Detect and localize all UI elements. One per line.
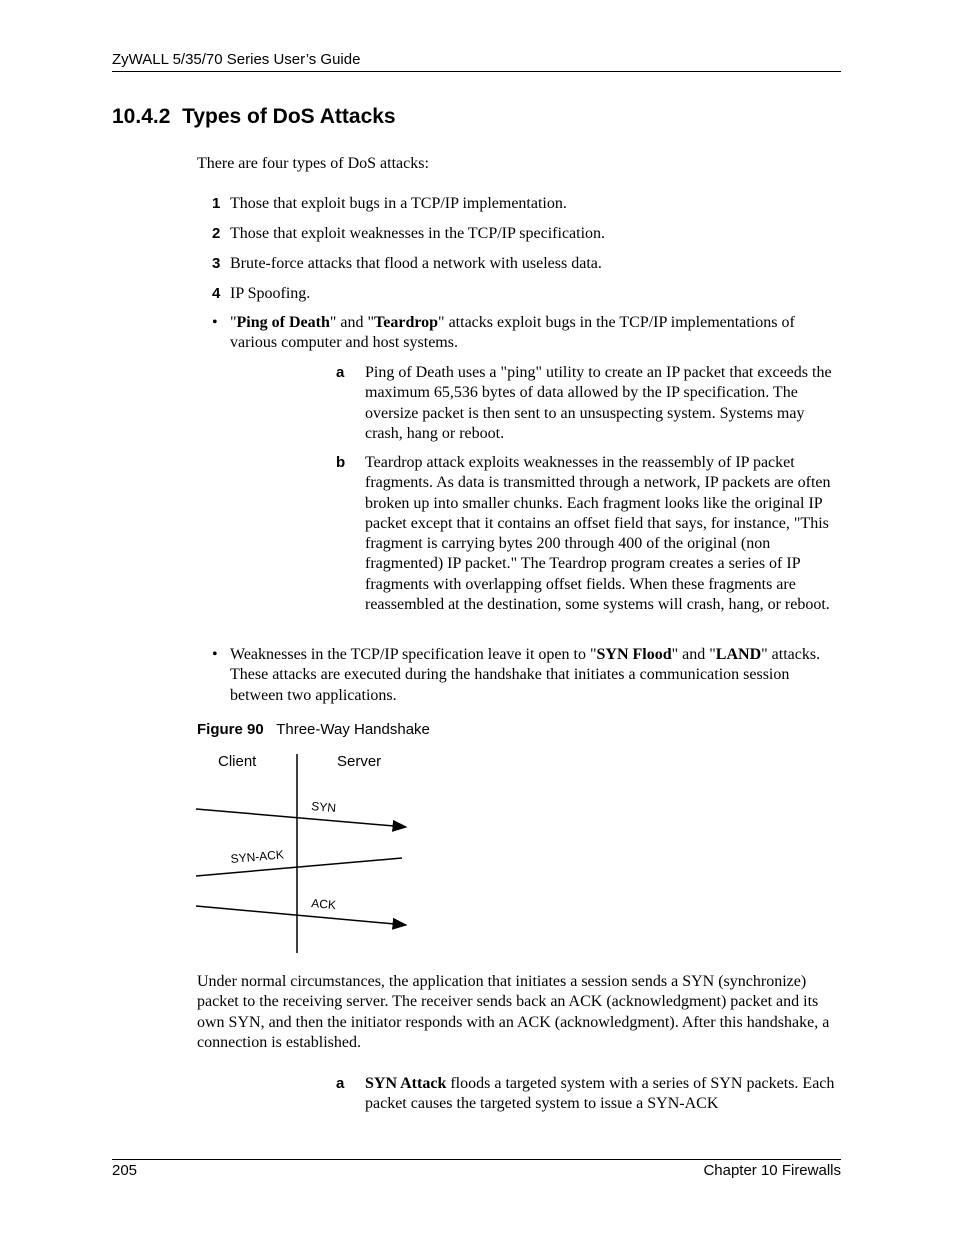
bullet-text: [230, 645, 840, 706]
server-label: Server: [337, 753, 382, 770]
bold-ping-of-death: Ping of Death: [236, 314, 330, 331]
footer-rule: [112, 1159, 841, 1160]
bullet-marker: •: [212, 314, 218, 331]
handshake-paragraph: Under normal circumstances, the application that initiates a session sends a SYN (synchronize) packet to the receiving server. The receiver sends back an ACK (acknowledgment) packet and its own SYN, and then the initiator responds with an ACK (acknowledgment). After this handshake, a connection is established.: [197, 973, 830, 1051]
section-title-text: Types of DoS Attacks: [182, 105, 396, 128]
bullet-marker: •: [212, 646, 218, 663]
bold-teardrop: Teardrop: [374, 314, 439, 331]
figure-title: Three-Way Handshake: [276, 721, 430, 738]
ack-label: ACK: [310, 896, 337, 913]
list-text: Brute-force attacks that flood a network with useless data.: [230, 255, 602, 272]
sub-text: [365, 1074, 841, 1115]
handshake-diagram: [190, 748, 420, 958]
list-text: Those that exploit weaknesses in the TCP/IP specification.: [230, 225, 606, 242]
list-number: 3: [212, 255, 221, 272]
ack-arrow: [196, 906, 406, 925]
bullet-text-mid: " and ": [329, 314, 375, 331]
bullet-text: [230, 313, 840, 354]
syn-arrow: [196, 809, 406, 827]
syn-attack-text: floods a targeted system with a series of SYN packets. Each packet causes the targeted system to issue a SYN-ACK: [365, 1075, 835, 1113]
sub-text: Teardrop attack exploits weaknesses in the reassembly of IP packet fragments. As data is transmitted through a network, IP packets are often broken up into smaller chunks. Each fragment looks like the original IP packet except that it contains an offset field that says, for instance, "This fragment is carrying bytes 200 through 400 of the original (non fragmented) IP packet." The Teardrop program creates a series of IP fragments with overlapping offset fields. When these fragments are reassembled at the destination, some systems will crash, hang, or reboot.: [365, 454, 831, 614]
synack-label: SYN-ACK: [230, 847, 285, 866]
figure-caption: [197, 721, 430, 738]
bold-syn-flood: SYN Flood: [596, 646, 672, 663]
quote: ": [230, 314, 237, 331]
bullet-text-pre: Weaknesses in the TCP/IP specification leave it open to ": [230, 646, 597, 663]
page-number: 205: [112, 1162, 138, 1179]
list-number: 4: [212, 285, 221, 302]
bullet-text-rest: " attacks. These attacks are executed during the handshake that initiates a communication session between two applications.: [230, 646, 821, 704]
list-number: 2: [212, 225, 221, 242]
section-title: [112, 105, 396, 129]
sub-label: a: [336, 1075, 345, 1092]
list-text: Those that exploit bugs in a TCP/IP implementation.: [230, 195, 567, 212]
intro-text: There are four types of DoS attacks:: [197, 155, 429, 172]
sub-label: b: [336, 454, 346, 471]
chapter-label: Chapter 10 Firewalls: [703, 1162, 841, 1179]
syn-label: SYN: [310, 799, 337, 816]
figure-label: Figure 90: [197, 721, 264, 738]
section-number: 10.4.2: [112, 105, 171, 128]
list-text: IP Spoofing.: [230, 285, 311, 302]
running-header: ZyWALL 5/35/70 Series User’s Guide: [112, 51, 361, 68]
client-label: Client: [218, 753, 257, 770]
header-rule: [112, 71, 841, 72]
sub-text: Ping of Death uses a "ping" utility to create an IP packet that exceeds the maximum 65,536 bytes of data allowed by the IP specification. The oversize packet is then sent to an unsuspecting system. Systems may crash, hang or reboot.: [365, 364, 832, 442]
synack-line: [196, 858, 402, 876]
list-number: 1: [212, 195, 221, 212]
bold-syn-attack: SYN Attack: [365, 1075, 447, 1092]
sub-label: a: [336, 364, 345, 381]
bold-land: LAND: [715, 646, 762, 663]
bullet-text-mid: " and ": [671, 646, 716, 663]
bullet-text-rest: " attacks exploit bugs in the TCP/IP implementations of various computer and host systems.: [230, 314, 795, 352]
